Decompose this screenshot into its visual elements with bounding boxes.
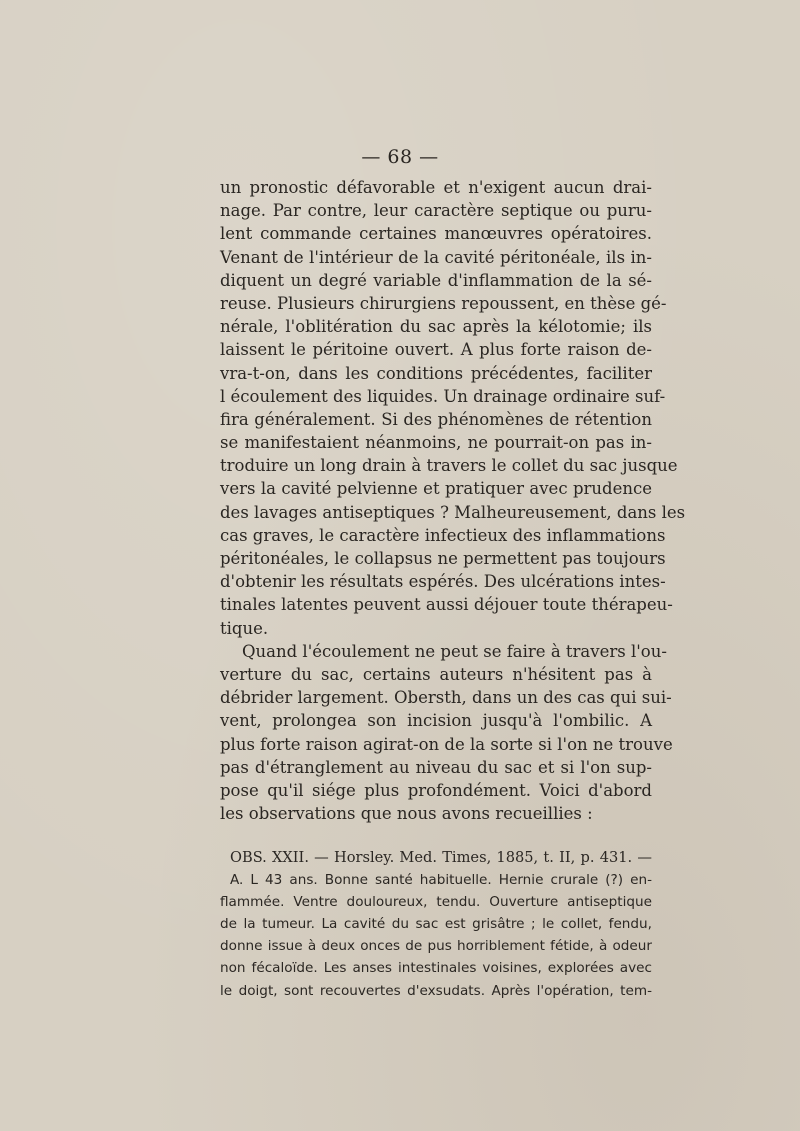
- paragraph-1: [220, 176, 686, 640]
- observation-line: flammée. Ventre douloureux, tendu. Ouverture antiseptique: [220, 894, 652, 911]
- text-line: se manifestaient néanmoins, ne pourrait-on pas in-: [220, 433, 652, 453]
- observation-line: OBS. XXII. — Horsley. Med. Times, 1885, t. II, p. 431. —: [230, 849, 652, 866]
- text-line: plus forte raison agirat-on de la sorte si l'on ne trouve: [220, 734, 673, 754]
- text-line: Quand l'écoulement ne peut se faire à travers l'ou-: [242, 641, 667, 661]
- text-line: vent, prolongea son incision jusqu'à l'ombilic. A: [220, 711, 652, 731]
- text-line: pas d'étranglement au niveau du sac et si l'on sup-: [220, 757, 652, 777]
- text-line: les observations que nous avons recueillies :: [220, 804, 593, 824]
- text-line: Venant de l'intérieur de la cavité péritonéale, ils in-: [220, 247, 652, 267]
- paragraph-2: [220, 640, 673, 826]
- text-line: reuse. Plusieurs chirurgiens repoussent, en thèse gé-: [220, 293, 667, 313]
- text-line: vra-t-on, dans les conditions précédentes, faciliter: [220, 363, 652, 383]
- text-line: péritonéales, le collapsus ne permettent pas toujours: [220, 549, 666, 568]
- observation-block: [220, 847, 652, 1002]
- observation-line: le doigt, sont recouvertes d'exsudats. Après l'opération, tem-: [220, 982, 652, 999]
- text-line: des lavages antiseptiques ? Malheureusement, dans les: [220, 502, 686, 522]
- text-line: laissent le péritoine ouvert. A plus forte raison de-: [220, 340, 652, 360]
- text-line: débrider largement. Obersth, dans un des cas qui sui-: [220, 688, 672, 708]
- text-line: troduire un long drain à travers le collet du sac jusque: [220, 456, 678, 476]
- observation-line: de la tumeur. La cavité du sac est grisâtre ; le collet, fendu,: [220, 916, 652, 933]
- body-text: [220, 176, 686, 825]
- text-line: tinales latentes peuvent aussi déjouer toute thérapeu-: [220, 595, 673, 615]
- text-line: l écoulement des liquides. Un drainage ordinaire suf-: [220, 386, 666, 406]
- observation-line: A. L 43 ans. Bonne santé habituelle. Hernie crurale (?) en-: [230, 872, 652, 889]
- text-line: verture du sac, certains auteurs n'hésitent pas à: [220, 664, 652, 684]
- text-line: nage. Par contre, leur caractère septique ou puru-: [220, 201, 652, 221]
- text-line: vers la cavité pelvienne et pratiquer avec prudence: [220, 479, 652, 499]
- text-line: d'obtenir les résultats espérés. Des ulcérations intes-: [220, 572, 666, 592]
- text-line: diquent un degré variable d'inflammation de la sé-: [220, 270, 652, 290]
- text-line: fira généralement. Si des phénomènes de rétention: [220, 409, 652, 429]
- observation-line: donne issue à deux onces de pus horriblement fétide, à odeur: [220, 938, 652, 955]
- text-line: cas graves, le caractère infectieux des inflammations: [220, 525, 666, 545]
- page-number: — 68 —: [361, 146, 439, 168]
- observation-line: non fécaloïde. Les anses intestinales voisines, explorées avec: [220, 960, 652, 977]
- text-line: nérale, l'oblitération du sac après la kélotomie; ils: [220, 317, 652, 337]
- text-line: lent commande certaines manœuvres opératoires.: [220, 224, 652, 244]
- text-line: pose qu'il siége plus profondément. Voici d'abord: [220, 780, 652, 800]
- text-line: un pronostic défavorable et n'exigent aucun drai-: [220, 178, 652, 197]
- text-line: tique.: [220, 618, 269, 638]
